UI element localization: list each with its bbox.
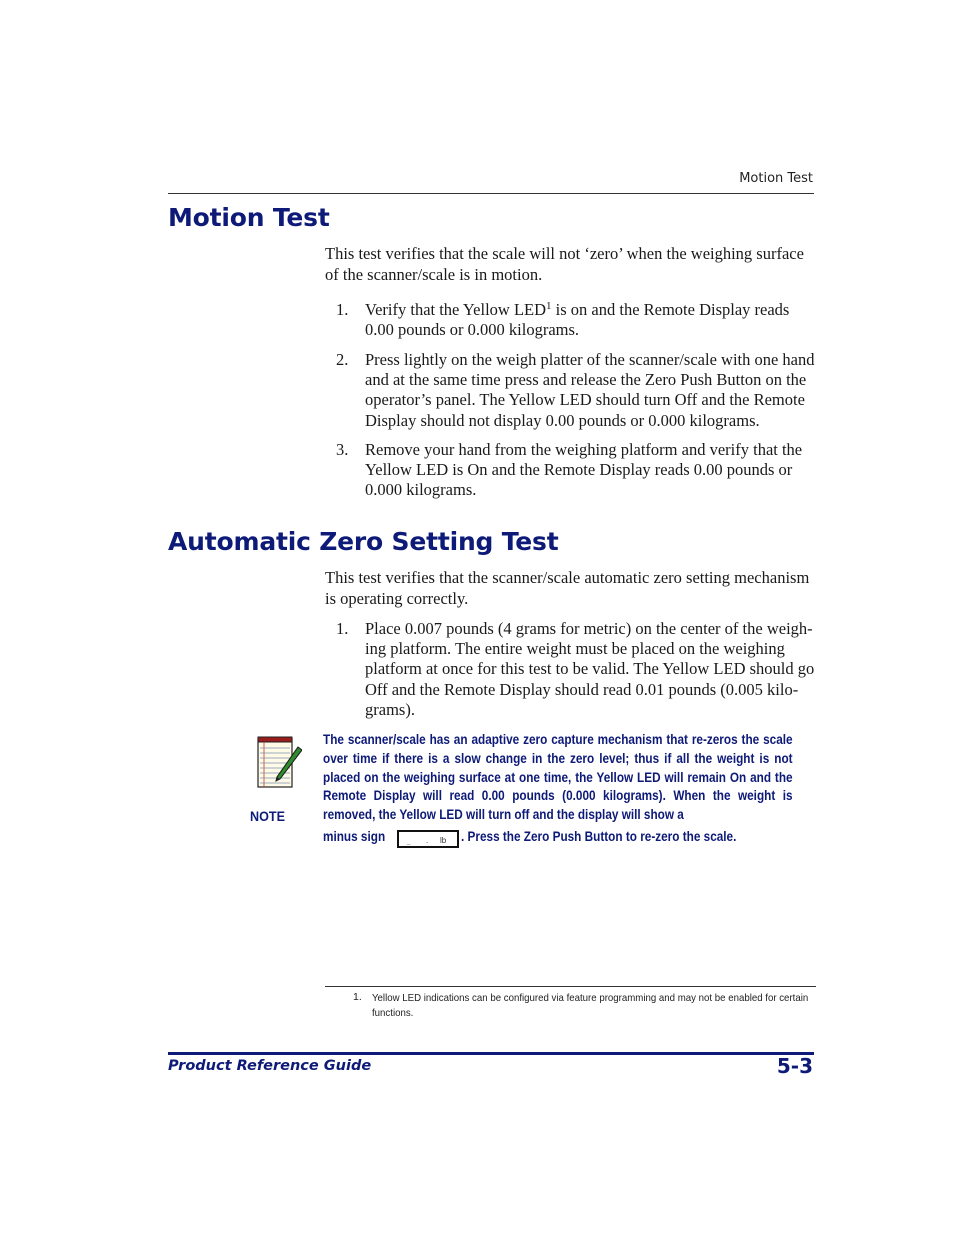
list-item-text: Remove your hand from the weighing platform and verify that the Yellow LED is On and the Remote Display reads 0.00 pounds or 0.000 kilograms. (365, 440, 803, 500)
notepad-pen-icon (250, 733, 302, 793)
azs-test-intro: This test verifies that the scanner/scale automatic zero setting mechanism is operating correctly. (325, 568, 810, 608)
list-item-number: 2. (336, 350, 349, 369)
note-minus-prefix: minus sign (323, 829, 386, 844)
footnote-ref: 1 (546, 300, 552, 312)
footnote-text: Yellow LED indications can be configured via feature programming and may not be enabled for certain functions. (372, 992, 809, 1019)
list-item-number: 1. (336, 300, 349, 319)
note-minus-suffix-line (461, 829, 781, 844)
section-heading-automatic-zero-setting-test: Automatic Zero Setting Test (168, 527, 559, 556)
page-number: 5-3 (776, 1054, 813, 1078)
remote-display-minus-sign-image (397, 830, 459, 848)
display-decimal-point: . (426, 836, 429, 845)
footer-rule (168, 1052, 814, 1055)
list-item-text: Place 0.007 pounds (4 grams for metric) on the center of the weigh-ing platform. The entire weight must be placed on the weighing platform at once for this test to be valid. The Yellow LED should go Off and the Remote Display should read 0.01 pounds (0.005 kilo-grams). (365, 619, 815, 719)
footnote-rule (325, 986, 816, 987)
list-item-text: Press lightly on the weigh platter of the scanner/scale with one hand and at the same time press and release the Zero Push Button on the operator’s panel. The Yellow LED should turn Off and the Remote Display should not display 0.00 pounds or 0.000 kilograms. (365, 350, 815, 430)
minus-segment: ‒ (407, 840, 411, 848)
note-minus-suffix: . Press the Zero Push Button to re-zero the scale. (461, 829, 737, 844)
list-item-text: Verify that the Yellow LED$^1$ is on and the Remote Display reads 0.00 pounds or 0.000 kilograms. (365, 300, 790, 340)
note-label: NOTE (250, 808, 286, 824)
motion-test-intro: This test verifies that the scale will not ‘zero’ when the weighing surface of the scanner/scale is in motion. (325, 244, 804, 284)
section-heading-motion-test: Motion Test (168, 203, 330, 232)
running-header: Motion Test (739, 171, 813, 186)
note-minus-line (323, 829, 395, 844)
header-rule (168, 193, 814, 194)
list-item-number: 3. (336, 440, 349, 459)
footnote-number: 1. (353, 991, 362, 1003)
note-text: The scanner/scale has an adaptive zero capture mechanism that re-zeros the scale over time if there is a slow change in the zero level; thus if all the weight is not placed on the weighing surface at one time, the Yellow LED will remain On and the Remote Display will read 0.00 pounds (0.000 kilograms). When the weight is removed, the Yellow LED will turn off and the display will show a (323, 732, 793, 823)
display-unit: lb (440, 836, 447, 845)
footer-title: Product Reference Guide (168, 1058, 372, 1074)
list-item-number: 1. (336, 619, 349, 638)
